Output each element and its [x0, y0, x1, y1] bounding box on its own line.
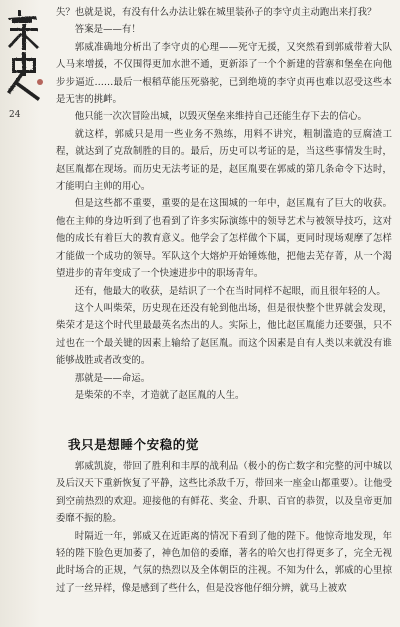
paragraph: 失？也就是说，有没有什么办法让躲在城里装孙子的李守贞主动跑出来打我？ — [56, 7, 377, 18]
paragraph: 时隔近一年，郭威又在近距离的情况下看到了他的陛下。他惊奇地发现，年轻的陛下脸色更加萎了，神色加倍的委靡，著名的哈欠也打得更多了，完全无视此时场合的正规，气氛的热烈以及全体朝臣的注视。不知为什么，郭威的心里掠过了一丝异样，像是感到了些什么，但是没容他仔细分辨，就马上被欢 — [56, 530, 392, 594]
page-margin — [0, 0, 40, 627]
paragraph: 郭威准确地分析出了李守贞的心理——死守无援，又突然看到郭威带着大队人马来增援，不仅围得更加水泄不通，更新添了一个个新建的营寨和堡垒在向他步步逼近……最后一根稻草能压死骆驼，已到绝境的李守贞再也难以忍受这些本是无害的挑衅。 — [56, 41, 392, 106]
paragraph: 郭威凯旋，带回了胜利和丰厚的战利品（极小的伤亡数字和完整的河中城以及后汉天下重新恢复了平静，这些比杀敌千万，带回来一座金山都重要）。让他受到空前热烈的欢迎。迎接他的有鲜花、奖金、升职、百官的恭贺，以及皇帝更加委靡不振的脸。 — [56, 461, 392, 525]
paragraph: 是柴荣的不幸，才造就了赵匡胤的人生。 — [74, 389, 245, 401]
page-number: 24 — [9, 110, 21, 120]
body-text — [56, 4, 392, 404]
paragraph: 但是这些都不重要，重要的是在这围城的一年中，赵匡胤有了巨大的收获。他在主帅的身边听到了也看到了许多实际演练中的领导艺术与被领导技巧，这对他的成长有着巨大的教育意义。他学会了怎样做个下属，更同时现场观摩了怎样才能做一个成功的领导。军队这个大熔炉开始锤炼他，把他去芜存菁，从一个渴望进步的青年变成了一个快速进步中的职场青年。 — [56, 198, 392, 280]
paragraph: 这个人叫柴荣，历史现在还没有轮到他出场，但是很快整个世界就会发现，柴荣才是这个时代里最最英名杰出的人。实际上，他比赵匡胤能力还要强，只不过也在一个最关键的因素上输给了赵匡胤。而这个因素是自有人类以来就没有谁能够战胜或者改变的。 — [56, 302, 392, 367]
section-heading: 我只是想睡个安稳的觉 — [68, 437, 200, 452]
paragraph: 他只能一次次冒险出城，以毁灭堡垒来维持自己还能生存下去的信心。 — [74, 111, 367, 123]
book-seal-icon — [2, 4, 46, 104]
section-body — [56, 458, 392, 597]
paragraph: 就这样，郭威只是用一些业务不熟练，用料不讲究，粗制滥造的豆腐渣工程，就达到了克敌制胜的目的。最后，历史可以考证的是，当这些事情发生时，赵匡胤都在现场。而历史无法考证的是，赵匡胤要在郭威的第几条命令下达时，才能明白主帅的用心。 — [56, 128, 392, 193]
paragraph: 答案是——有！ — [74, 24, 141, 36]
paragraph: 还有，他最大的收获，是结识了一个在当时同样不起眼，而且很年轻的人。 — [74, 285, 386, 297]
paragraph: 那就是——命运。 — [74, 372, 151, 384]
